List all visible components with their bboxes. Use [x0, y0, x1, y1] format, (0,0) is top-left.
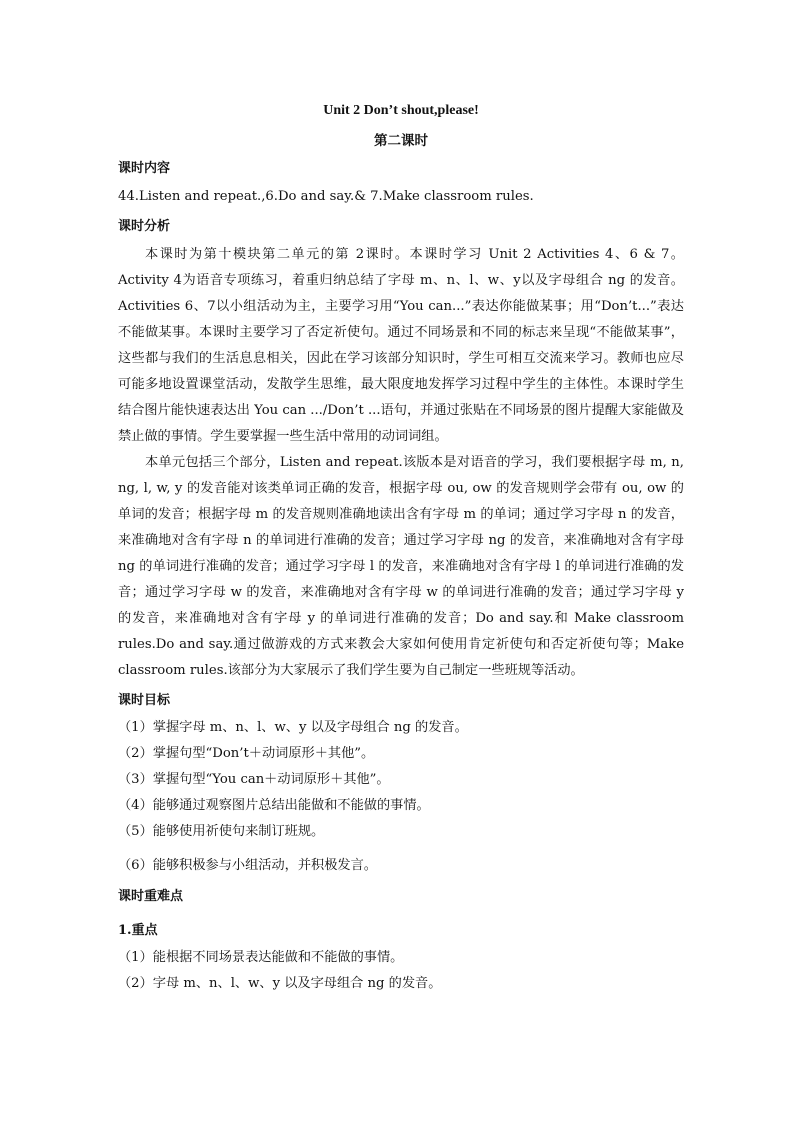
goal-item-1: （1）掌握字母 m、n、l、w、y 以及字母组合 ng 的发音。: [118, 720, 468, 735]
key-subheading: 1.重点: [118, 923, 158, 938]
content-text: 44.Listen and repeat.,6.Do and say.& 7.Make classroom rules.: [118, 189, 534, 204]
analysis-heading: 课时分析: [118, 219, 171, 234]
document-subtitle: 第二课时: [374, 133, 428, 149]
key-item-1: （1）能根据不同场景表达能做和不能做的事情。: [118, 950, 404, 965]
document-title: Unit 2 Don’t shout,please!: [323, 103, 479, 118]
key-heading: 课时重难点: [118, 889, 184, 904]
analysis-paragraph-2: 本单元包括三个部分，Listen and repeat.该版本是对语音的学习，我们要根据字母 m, n, ng, l, w, y 的发音能对该类单词正确的发音，根据字母 ou, ow 的发音规则学会带有 ou, ow 的单词的发音；根据字母 m 的发音规则准确地读出含有字母 m 的单词；通过学习字母 n 的发音，来准确地对含有字母 n 的单词进行准确的发音；通过学习字母 ng 的发音，来准确地对含有字母 ng 的单词进行准确的发音；通过学习字母 l 的发音，来准确地对含有字母 l 的单词进行准确的发音；通过学习字母 w 的发音，来准确地对含有字母 w 的单词进行准确的发音；通过学习字母 y 的发音，来准确地对含有字母 y 的单词进行准确的发音；Do and say.和 Make classroom rules.Do and say.通过做游戏的方式来教会大家如何使用肯定祈使句和否定祈使句等；Make classroom rules.该部分为大家展示了我们学生要为自己制定一些班规等活动。: [118, 455, 684, 678]
analysis-paragraph-1: 本课时为第十模块第二单元的第 2课时。本课时学习 Unit 2 Activities 4、6 & 7。Activity 4为语音专项练习，着重归纳总结了字母 m、n、l、w、y以及字母组合 ng 的发音。Activities 6、7以小组活动为主，主要学习用“You can...”表达你能做某事；用“Don’t...”表达不能做某事。本课时主要学习了否定祈使句。通过不同场景和不同的标志来呈现“不能做某事”，这些都与我们的生活息息相关，因此在学习该部分知识时，学生可相互交流来学习。教师也应尽可能多地设置课堂活动，发散学生思维，最大限度地发挥学习过程中学生的主体性。本课时学生结合图片能快速表达出 You can .../Don’t ...语句，并通过张贴在不同场景的图片提醒大家能做及禁止做的事情。学生要掌握一些生活中常用的动词词组。: [118, 247, 684, 444]
goal-item-4: （4）能够通过观察图片总结出能做和不能做的事情。: [118, 798, 430, 813]
goal-item-6: （6）能够积极参与小组活动，并积极发言。: [118, 858, 377, 873]
goals-heading: 课时目标: [118, 693, 171, 708]
goal-item-2: （2）掌握句型“Don’t＋动词原形＋其他”。: [118, 746, 375, 761]
document-content: [118, 100, 684, 998]
goal-item-5: （5）能够使用祈使句来制订班规。: [118, 824, 325, 839]
content-heading: 课时内容: [118, 161, 171, 176]
key-item-2: （2）字母 m、n、l、w、y 以及字母组合 ng 的发音。: [118, 976, 442, 991]
goal-item-3: （3）掌握句型“You can＋动词原形＋其他”。: [118, 772, 390, 787]
